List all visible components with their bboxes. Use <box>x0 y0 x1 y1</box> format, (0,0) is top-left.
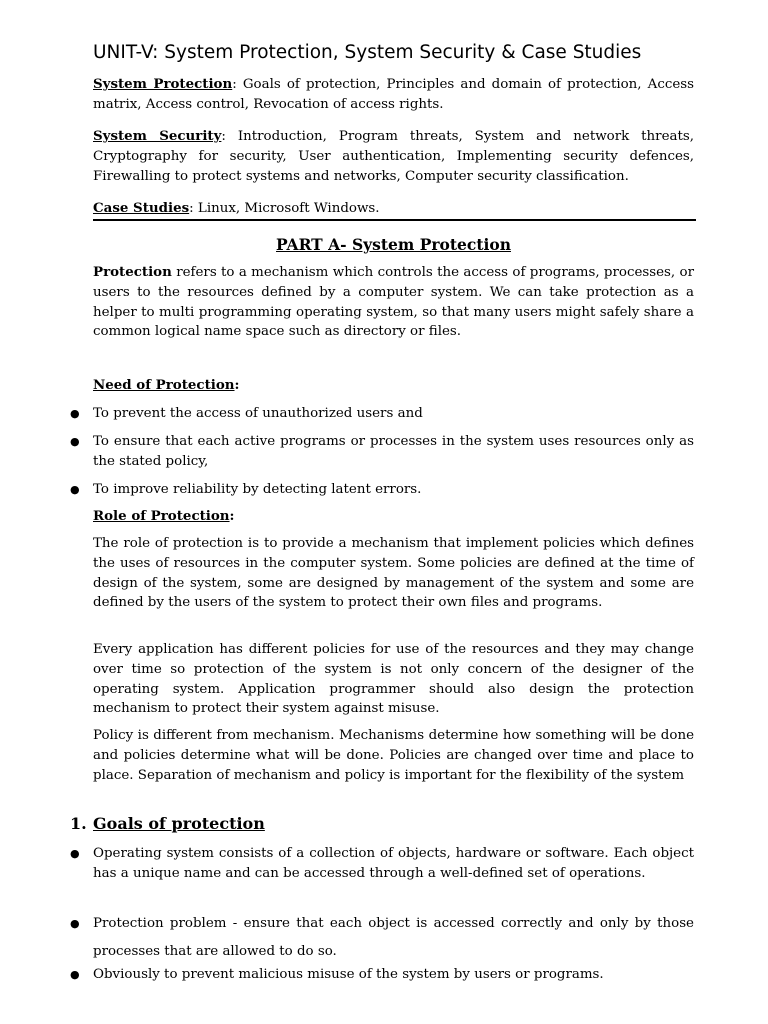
bullet-icon: ● <box>70 407 80 420</box>
goals-heading-text: Goals of protection <box>93 814 265 833</box>
syllabus-security <box>93 127 694 186</box>
syllabus-protection <box>93 75 694 115</box>
syllabus-security-text: : Introduction, Program threats, System and network threats, Cryptography for security, User authentication, Implementing security defences, Firewalling to protect systems and networks, Computer security classification. <box>93 129 694 184</box>
list-item <box>70 965 694 985</box>
bullet-icon: ● <box>70 847 80 860</box>
bullet-icon: ● <box>70 483 80 496</box>
syllabus-security-label: System Security <box>93 128 222 144</box>
role-paragraph-1 <box>93 534 694 613</box>
part-a-heading: PART A- System Protection <box>276 235 511 254</box>
syllabus-case-studies <box>93 199 694 219</box>
need-heading <box>93 376 239 396</box>
list-item <box>70 432 694 472</box>
goals-heading <box>70 812 265 836</box>
role-heading-colon: : <box>229 508 235 524</box>
need-heading-colon: : <box>234 377 240 393</box>
list-item <box>70 910 694 966</box>
role-paragraph-1-text: The role of protection is to provide a mechanism that implement policies which defines the uses of resources in the computer system. Some policies are defined at the time of design of the system, some are designed by management of the system and some are defined by the users of the system to protect their own files and programs. <box>93 536 694 611</box>
syllabus-case-label: Case Studies <box>93 200 190 216</box>
syllabus-protection-text: : Goals of protection, Principles and domain of protection, Access matrix, Access control, Revocation of access rights. <box>93 77 694 112</box>
role-heading <box>93 507 235 527</box>
goals-bullet-2: Protection problem - ensure that each object is accessed correctly and only by those processes that are allowed to do so. <box>93 916 694 959</box>
list-item <box>70 480 694 500</box>
role-paragraph-2 <box>93 640 694 719</box>
goals-bullet-3: Obviously to prevent malicious misuse of the system by users or programs. <box>93 967 604 982</box>
role-paragraph-3 <box>93 726 694 785</box>
role-paragraph-3-text: Policy is different from mechanism. Mechanisms determine how something will be done and policies determine what will be done. Policies are changed over time and place to place. Separation of mechanism and policy is important for the flexibility of the system <box>93 728 694 783</box>
section-divider <box>93 219 696 221</box>
bullet-icon: ● <box>70 968 80 981</box>
list-item <box>70 844 694 884</box>
list-item <box>70 404 694 424</box>
role-heading-text: Role of Protection <box>93 508 230 524</box>
intro-text: refers to a mechanism which controls the access of programs, processes, or users to the resources defined by a computer system. We can take protection as a helper to multi programming operating system, so that many users might safely share a common logical name space such as directory or files. <box>93 265 694 340</box>
need-bullet-3: To improve reliability by detecting latent errors. <box>93 482 422 497</box>
role-paragraph-2-text: Every application has different policies for use of the resources and they may change over time so protection of the system is not only concern of the designer of the operating system. Application programmer should also design the protection mechanism to protect their system against misuse. <box>93 642 694 717</box>
goals-bullet-1: Operating system consists of a collection of objects, hardware or software. Each object has a unique name and can be accessed through a well-defined set of operations. <box>93 846 694 881</box>
need-bullet-2: To ensure that each active programs or processes in the system uses resources only as the stated policy, <box>93 434 694 469</box>
intro-paragraph <box>93 263 694 342</box>
syllabus-protection-label: System Protection <box>93 76 233 92</box>
bullet-icon: ● <box>70 435 80 448</box>
bullet-icon: ● <box>70 917 80 930</box>
page-title: UNIT-V: System Protection, System Security & Case Studies <box>93 42 642 63</box>
intro-term: Protection <box>93 264 172 280</box>
goals-number: 1. <box>70 814 87 833</box>
need-heading-text: Need of Protection <box>93 377 235 393</box>
syllabus-case-text: : Linux, Microsoft Windows. <box>189 201 380 216</box>
need-bullet-1: To prevent the access of unauthorized users and <box>93 406 423 421</box>
